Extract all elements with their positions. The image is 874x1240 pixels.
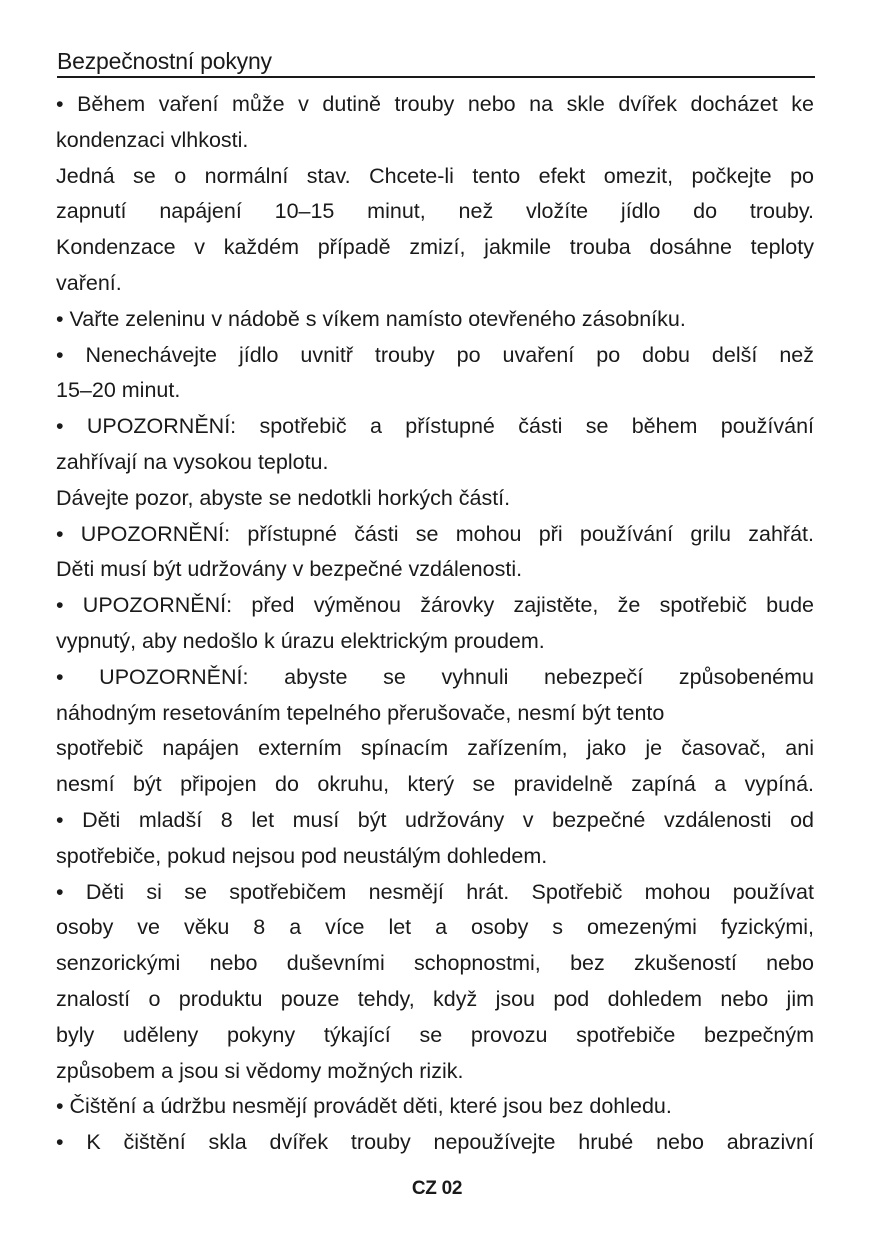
text-line: nesmí být připojen do okruhu, který se pravidelně zapíná a vypíná. xyxy=(56,772,814,797)
text-line: 15–20 minut. xyxy=(56,378,181,403)
text-line: • Nenechávejte jídlo uvnitř trouby po uvaření po dobu delší než xyxy=(56,342,814,367)
text-line: spotřebič napájen externím spínacím zařízením, jako je časovač, ani xyxy=(56,736,814,761)
text-line: • Během vaření může v dutině trouby nebo na skle dvířek docházet ke xyxy=(56,92,814,116)
text-line: zapnutí napájení 10–15 minut, než vložíte jídlo do trouby. xyxy=(56,199,814,224)
text-line: • K čištění skla dvířek trouby nepoužívejte hrubé nebo abrazivní xyxy=(56,1130,814,1155)
text-line: zahřívají na vysokou teplotu. xyxy=(56,449,329,474)
text-line: spotřebiče, pokud nejsou pod neustálým dohledem. xyxy=(56,843,548,868)
text-line: náhodným resetováním tepelného přerušovače, nesmí být tento xyxy=(56,700,665,725)
text-line: Děti musí být udržovány v bezpečné vzdálenosti. xyxy=(56,557,523,582)
text-line: • Děti mladší 8 let musí být udržovány v bezpečné vzdálenosti od xyxy=(56,807,814,832)
text-line: • UPOZORNĚNÍ: abyste se vyhnuli nebezpečí způsobenému xyxy=(56,664,814,689)
text-line: Jedná se o normální stav. Chcete-li tento efekt omezit, počkejte po xyxy=(56,163,814,188)
text-line: znalostí o produktu pouze tehdy, když jsou pod dohledem nebo jim xyxy=(56,986,814,1011)
text-line: vypnutý, aby nedošlo k úrazu elektrickým proudem. xyxy=(56,628,545,653)
body-text xyxy=(56,87,814,1161)
page-number: CZ 02 xyxy=(411,1178,463,1199)
text-line: • UPOZORNĚNÍ: spotřebič a přístupné části se během používání xyxy=(56,414,814,439)
page-header xyxy=(57,44,815,78)
text-line: Dávejte pozor, abyste se nedotkli horkých částí. xyxy=(56,485,511,510)
text-line: způsobem a jsou si vědomy možných rizik. xyxy=(56,1058,464,1083)
text-line: senzorickými nebo duševními schopnostmi, bez zkušeností nebo xyxy=(56,951,814,976)
page-title: Bezpečnostní pokyny xyxy=(57,48,272,74)
text-line: vaření. xyxy=(56,270,122,295)
text-line: osoby ve věku 8 a více let a osoby s omezenými fyzickými, xyxy=(56,915,814,940)
text-line: byly uděleny pokyny týkající se provozu spotřebiče bezpečným xyxy=(56,1022,814,1047)
text-line: • Vařte zeleninu v nádobě s víkem namísto otevřeného zásobníku. xyxy=(56,306,686,331)
text-line: • Čištění a údržbu nesmějí provádět děti, které jsou bez dohledu. xyxy=(56,1094,672,1119)
text-line: kondenzaci vlhkosti. xyxy=(56,127,249,152)
text-line: Kondenzace v každém případě zmizí, jakmile trouba dosáhne teploty xyxy=(56,235,814,260)
text-line: • UPOZORNĚNÍ: před výměnou žárovky zajistěte, že spotřebič bude xyxy=(56,593,814,618)
text-line: • UPOZORNĚNÍ: přístupné části se mohou při používání grilu zahřát. xyxy=(56,521,814,546)
text-line: • Děti si se spotřebičem nesmějí hrát. Spotřebič mohou používat xyxy=(56,879,814,904)
